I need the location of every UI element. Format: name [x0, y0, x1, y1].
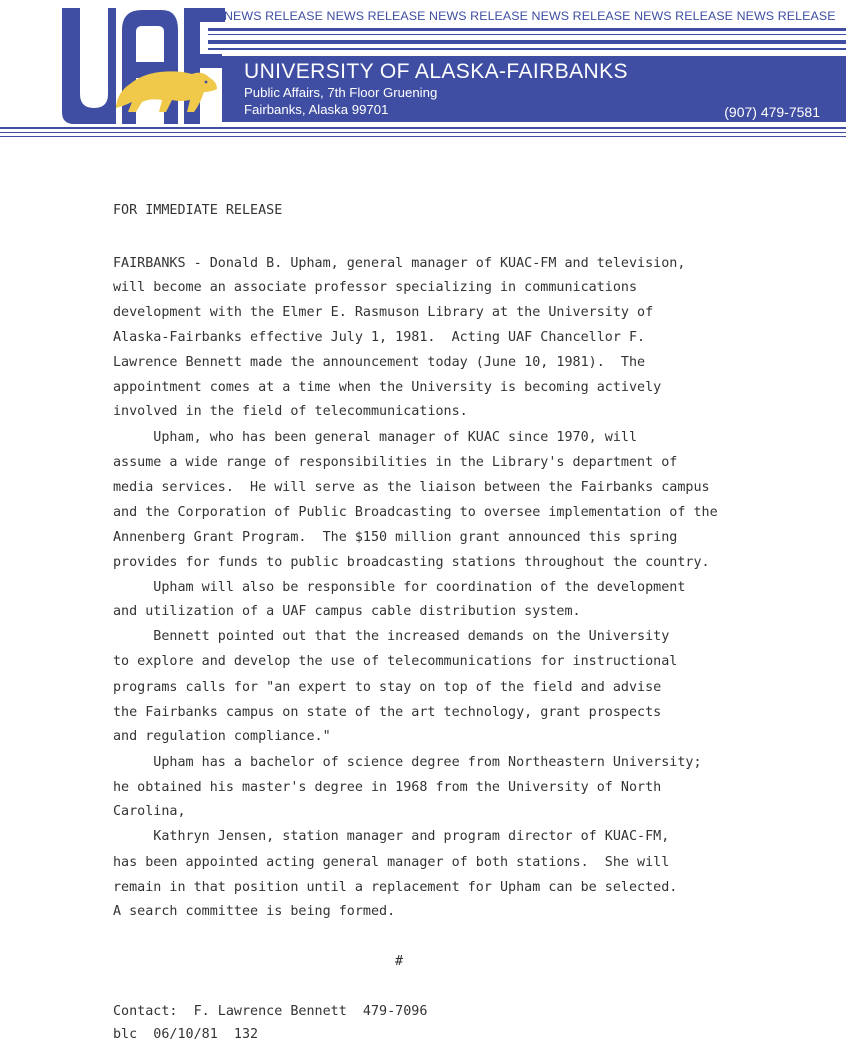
address-line-2: Fairbanks, Alaska 99701	[244, 102, 389, 117]
address-line-1: Public Affairs, 7th Floor Gruening	[244, 85, 438, 100]
body-line: development with the Elmer E. Rasmuson Library at the University of	[113, 305, 654, 320]
body-line: Annenberg Grant Program. The $150 million grant announced this spring	[113, 530, 678, 545]
body-line: FAIRBANKS - Donald B. Upham, general manager of KUAC-FM and television,	[113, 256, 686, 271]
header-rule	[208, 48, 846, 50]
body-line: and regulation compliance."	[113, 729, 331, 744]
body-line: Upham will also be responsible for coordination of the development	[113, 580, 686, 595]
body-line: Carolina,	[113, 804, 186, 819]
body-line: to explore and develop the use of telecommunications for instructional	[113, 654, 678, 669]
end-mark: #	[395, 954, 404, 969]
phone-number: (907) 479-7581	[724, 104, 820, 120]
uaf-logo	[60, 8, 225, 124]
header-rule	[208, 28, 846, 31]
body-line: will become an associate professor specializing in communications	[113, 280, 638, 295]
body-line: and utilization of a UAF campus cable distribution system.	[113, 604, 581, 619]
body-line: A search committee is being formed.	[113, 904, 396, 919]
body-line: assume a wide range of responsibilities in the Library's department of	[113, 455, 678, 470]
letterhead	[0, 0, 846, 140]
university-band	[222, 56, 846, 122]
body-line: Bennett pointed out that the increased demands on the University	[113, 629, 670, 644]
contact-line: Contact: F. Lawrence Bennett 479-7096	[113, 1004, 428, 1019]
bottom-rule	[0, 132, 846, 133]
body-line: Kathryn Jensen, station manager and program director of KUAC-FM,	[113, 829, 670, 844]
release-heading: FOR IMMEDIATE RELEASE	[113, 203, 283, 218]
body-line: involved in the field of telecommunications.	[113, 404, 468, 419]
body-line: Upham, who has been general manager of KUAC since 1970, will	[113, 430, 638, 445]
footer-code: blc 06/10/81 132	[113, 1027, 259, 1042]
body-line: he obtained his master's degree in 1968 from the University of North	[113, 780, 662, 795]
body-line: provides for funds to public broadcasting stations throughout the country.	[113, 555, 710, 570]
body-line: programs calls for "an expert to stay on top of the field and advise	[113, 680, 662, 695]
body-line: Upham has a bachelor of science degree from Northeastern University;	[113, 755, 702, 770]
header-rule	[208, 40, 846, 44]
bottom-rule	[0, 136, 846, 137]
body-line: Alaska-Fairbanks effective July 1, 1981. Acting UAF Chancellor F.	[113, 330, 646, 345]
news-release-strip: NEWS RELEASE NEWS RELEASE NEWS RELEASE NEWS RELEASE NEWS RELEASE NEWS RELEASE	[224, 9, 836, 23]
body-line: appointment comes at a time when the University is becoming actively	[113, 380, 662, 395]
body-line: remain in that position until a replacement for Upham can be selected.	[113, 880, 678, 895]
body-line: Lawrence Bennett made the announcement today (June 10, 1981). The	[113, 355, 646, 370]
university-name: UNIVERSITY OF ALASKA-FAIRBANKS	[244, 60, 628, 83]
body-line: and the Corporation of Public Broadcasting to oversee implementation of the	[113, 505, 718, 520]
bottom-rule	[0, 127, 846, 129]
header-rule	[208, 34, 846, 35]
body-line: the Fairbanks campus on state of the art technology, grant prospects	[113, 705, 662, 720]
body-line: has been appointed acting general manager of both stations. She will	[113, 855, 670, 870]
body-line: media services. He will serve as the liaison between the Fairbanks campus	[113, 480, 710, 495]
